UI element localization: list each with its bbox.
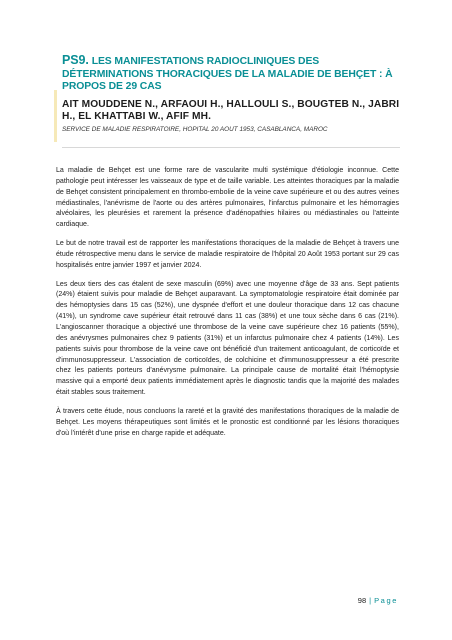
abstract-header [62, 54, 402, 134]
paragraph-objective: Le but de notre travail est de rapporter les manifestations thoraciques de la maladie de Behçet à travers une étude rétrospective menu dans le service de maladie respiratoire de l'hôpital 20 Août 1953 portant sur 29 cas hospitalisés entre janvier 1997 et janvier 2024. [56, 240, 399, 269]
decorative-side-bar [54, 90, 57, 142]
affiliation: SERVICE DE MALADIE RESPIRATOIRE, HOPITAL 20 AOUT 1953, CASABLANCA, MAROC [62, 126, 328, 134]
page-label: Page [374, 596, 398, 605]
header-divider [62, 147, 400, 148]
author-list: AIT MOUDDENE N., ARFAOUI H., HALLOULI S., BOUGTEB N., JABRI H., EL KHATTABI W., AFIF MH. [62, 98, 400, 122]
paragraph-introduction: La maladie de Behçet est une forme rare de vascularite multi systémique d'étiologie inconnue. Cette pathologie peut intéresser les vaisseaux de type et de taille variable. Les atteintes thoraciques par la maladie de Behçet consistent principalement en thrombo-embolie de la veine cave supérieure et ou des autres veines médiastinales, l'anévrisme de l'aorte ou des artères pulmonaires, l'infarctus pulmonaire et les hémorragies alvéolaires, les pleurésies et rarement la présence d'adénopathies hilaires ou médiastinales ou l'atteinte cardiaque. [56, 167, 399, 229]
abstract-body [56, 166, 399, 447]
abstract-code: PS9. [62, 53, 89, 67]
paragraph-results: Les deux tiers des cas étalent de sexe masculin (69%) avec une moyenne d'âge de 33 ans. Sept patients (24%) étaient suivis pour maladie de Behçet auparavant. La symptomatologie respiratoire était dominée par des hémoptysies dans 15 cas (52%), une dyspnée d'effort et une douleur thoracique dans 12 cas chacune (41%), un syndrome cave supérieur était retrouvé dans 11 cas (38%) et une toux sèche dans 6 cas (21%). L'angioscanner thoracique a objectivé une thrombose de la veine cave supérieure chez 16 patients (55%), des anévrysmes pulmonaires chez 9 patients (31%) et un infarctus pulmonaire chez 4 patients (14%). Les patients suivis pour thrombose de la veine cave ont bénéficié d'un traitement anticoagulant, de corticoïde et d'immunosuppresseur. L'association de corticoïdes, de colchicine et d'immunosuppresseur a été prescrite chez les patients porteurs d'anévrysme pulmonaire. La principale cause de mortalité était l'hémoptysie massive qui a emporté deux patients immédiatement après le diagnostic tandis que la majorité des malades était stables sous traitement. [56, 280, 399, 397]
footer-separator: | [369, 596, 372, 605]
paragraph-conclusion: À travers cette étude, nous concluons la rareté et la gravité des manifestations thoraciques de la maladie de Behçet. Les moyens thérapeutiques sont limités et le pronostic est conditionné par les lésions thoraciques d'où l'intérêt d'une prise en charge rapide et adéquate. [56, 407, 399, 437]
page-number: 98 [357, 596, 367, 605]
abstract-title [62, 54, 402, 94]
page-footer [358, 596, 398, 605]
abstract-title-text: LES MANIFESTATIONS RADIOCLINIQUES DES DÉTERMINATIONS THORACIQUES DE LA MALADIE DE BEHÇET : À PROPOS DE 29 CAS [62, 56, 393, 93]
